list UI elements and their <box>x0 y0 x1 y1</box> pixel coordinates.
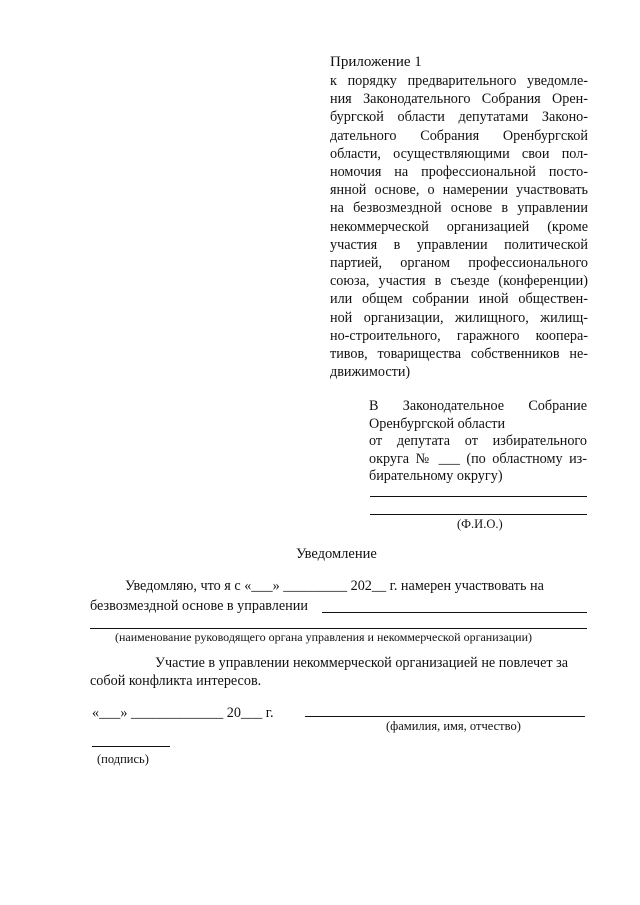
appendix-line: дательного Собрания Оренбургской <box>330 127 588 144</box>
appendix-title: Приложение 1 <box>330 54 422 70</box>
organization-fill-line[interactable] <box>90 628 587 629</box>
management-fill-line[interactable] <box>322 612 587 613</box>
appendix-line: к порядку предварительного уведомле- <box>330 73 588 89</box>
addressee-line: В Законодательное Собрание <box>369 398 587 414</box>
addressee-line: Оренбургской области <box>369 415 506 432</box>
notice-line-3: Участие в управлении некоммерческой организацией не повлечет за <box>155 655 569 671</box>
appendix-line: янной основе, о намерении участвовать <box>330 182 588 199</box>
appendix-line: или общем собрании иной обществен- <box>330 291 588 308</box>
appendix-description <box>330 72 588 381</box>
signature-fill-line[interactable] <box>92 746 170 747</box>
document-heading: Уведомление <box>296 546 377 562</box>
name-fill-line[interactable] <box>305 716 585 717</box>
appendix-line: номочия на профессиональной посто- <box>330 164 588 181</box>
appendix-line: партией, органом профессионального <box>330 255 588 272</box>
addressee-block <box>369 398 587 486</box>
appendix-line: движимости) <box>330 364 411 381</box>
notice-line-1: Уведомляю, что я с «___» _________ 202__ г. намерен участвовать на <box>125 578 544 594</box>
name-caption: (фамилия, имя, отчество) <box>386 719 521 733</box>
fio-fill-line-1[interactable] <box>370 496 587 497</box>
signature-caption: (подпись) <box>97 752 149 766</box>
fio-fill-line-2[interactable] <box>370 514 587 515</box>
signature-date: «___» _____________ 20___ г. <box>92 705 274 721</box>
notice-line-4: собой конфликта интересов. <box>90 673 262 689</box>
organization-caption: (наименование руководящего органа управления и некоммерческой организации) <box>115 630 532 644</box>
addressee-line: от депутата от избирательного <box>369 433 587 449</box>
appendix-line: бургской области депутатами Законо- <box>330 109 588 126</box>
appendix-line: но-строительного, гаражного коопера- <box>330 327 588 344</box>
addressee-line: округа № ___ (по областному из- <box>369 450 587 467</box>
appendix-line: некоммерческой организацией (кроме <box>330 218 588 235</box>
appendix-line: области, осуществляющими свои пол- <box>330 145 588 162</box>
appendix-line: ния Законодательного Собрания Орен- <box>330 91 588 108</box>
appendix-line: ной организации, жилищного, жилищ- <box>330 309 588 326</box>
addressee-line: бирательному округу) <box>369 468 503 484</box>
fio-caption: (Ф.И.О.) <box>457 517 503 531</box>
appendix-line: союза, участия в съезде (конференции) <box>330 273 588 290</box>
appendix-line: тивов, товарищества собственников не- <box>330 346 588 363</box>
appendix-line: на безвозмездной основе в управлении <box>330 200 588 217</box>
appendix-line: участия в управлении политической <box>330 236 588 253</box>
notice-line-2: безвозмездной основе в управлении <box>90 598 308 614</box>
